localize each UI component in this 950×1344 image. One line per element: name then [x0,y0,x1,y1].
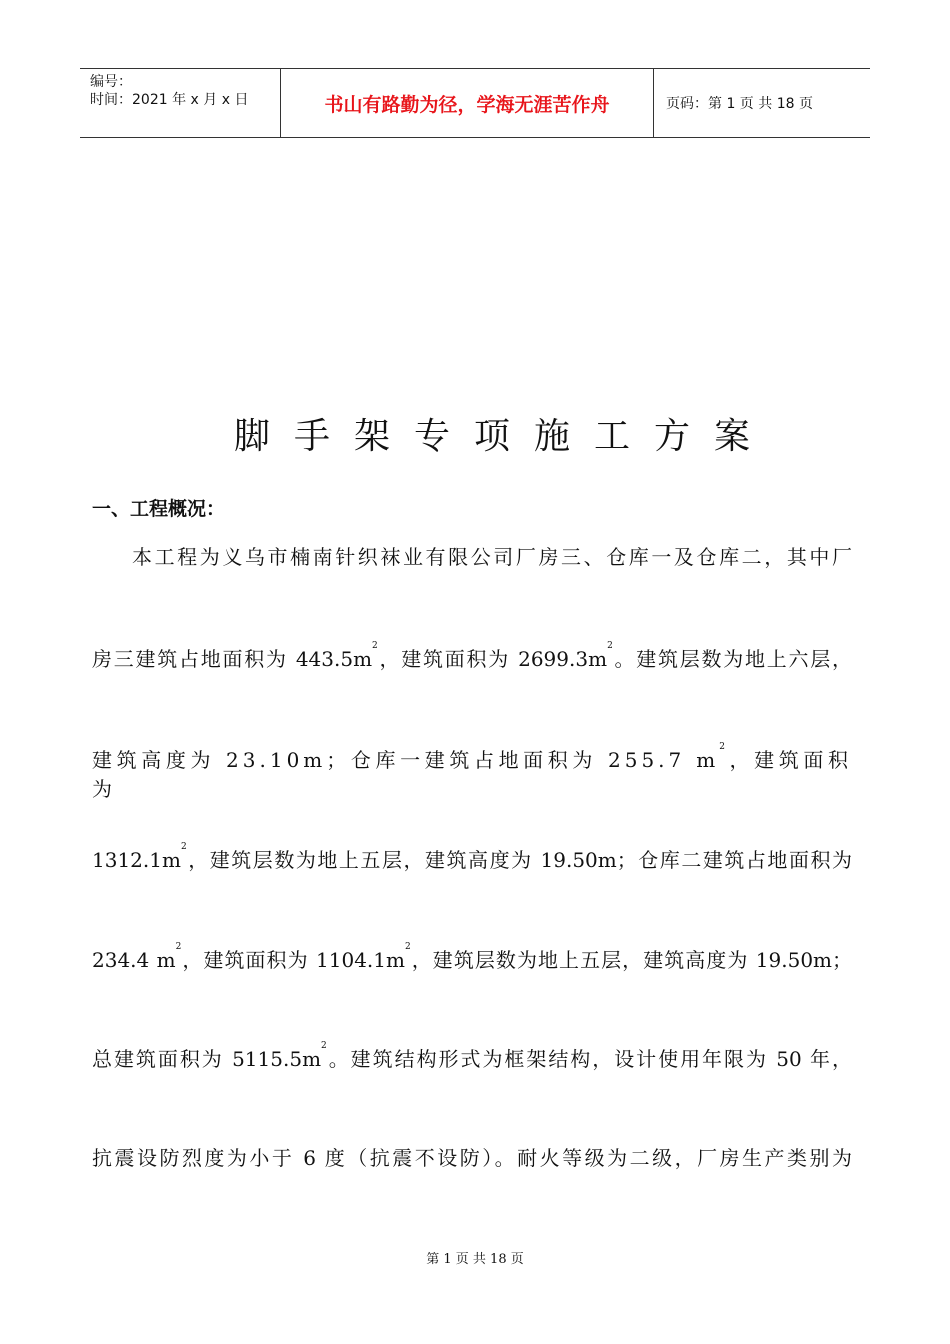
motto-text: 书山有路勤为径，学海无涯苦作舟 [324,93,610,116]
line-7-text: 抗震设防烈度为小于 6 度（抗震不设防）。耐火等级为二级，厂房生产类别为 [92,1146,852,1170]
superscript: 2 [607,641,613,651]
paragraph-line-3 [92,744,852,802]
superscript: 2 [372,641,378,651]
document-title: 脚手架专项施工方案 [233,416,774,457]
paragraph-line-2 [92,643,852,672]
line-4-part-a: 1312.1m [92,848,181,872]
paragraph-line-5 [92,944,852,973]
superscript: 2 [719,742,729,752]
paragraph-line-1 [132,541,852,570]
line-1-text: 本工程为义乌市楠南针织袜业有限公司厂房三、仓库一及仓库二，其中厂 [132,545,852,569]
superscript: 2 [180,842,187,852]
line-2-part-c: 。建筑层数为地上六层， [612,647,853,671]
motto-cell [281,69,654,137]
page-info-text: 页码：第 1 页 共 18 页 [666,96,813,112]
superscript: 2 [321,1041,327,1051]
page-info-cell [654,69,870,137]
line-5-part-c: ，建筑层数为地上五层，建筑高度为 19.50m； [410,948,853,972]
line-3-part-a: 建筑高度为 23.10m；仓库一建筑占地面积为 255.7 m [92,748,720,772]
paragraph-line-6 [92,1043,852,1072]
section-heading: 一、工程概况： [92,498,226,520]
line-5-part-a: 234.4 m [92,948,176,972]
line-6-part-b: 。建筑结构形式为框架结构，设计使用年限为 50 年， [326,1047,852,1071]
line-6-part-a: 总建筑面积为 5115.5m [92,1047,322,1071]
page-footer: 第 1 页 共 18 页 [426,1252,524,1267]
line-2-part-b: ，建筑面积为 2699.3m [377,647,608,671]
line-4-part-b: ，建筑层数为地上五层，建筑高度为 19.50m；仓库二建筑占地面积为 [186,848,852,872]
line-2-part-a: 房三建筑占地面积为 443.5m [92,647,373,671]
line-5-part-b: ，建筑面积为 1104.1m [181,948,405,972]
paragraph-line-7 [92,1142,852,1171]
time-label: 时间：2021 年 x 月 x 日 [90,92,249,108]
superscript: 2 [175,942,182,952]
line-3-part-b: ，建筑面积为 [92,748,853,801]
number-label: 编号： [90,74,132,90]
paragraph-line-4 [92,844,852,873]
header-table [80,68,870,138]
header-meta-cell [80,69,281,137]
superscript: 2 [404,942,411,952]
